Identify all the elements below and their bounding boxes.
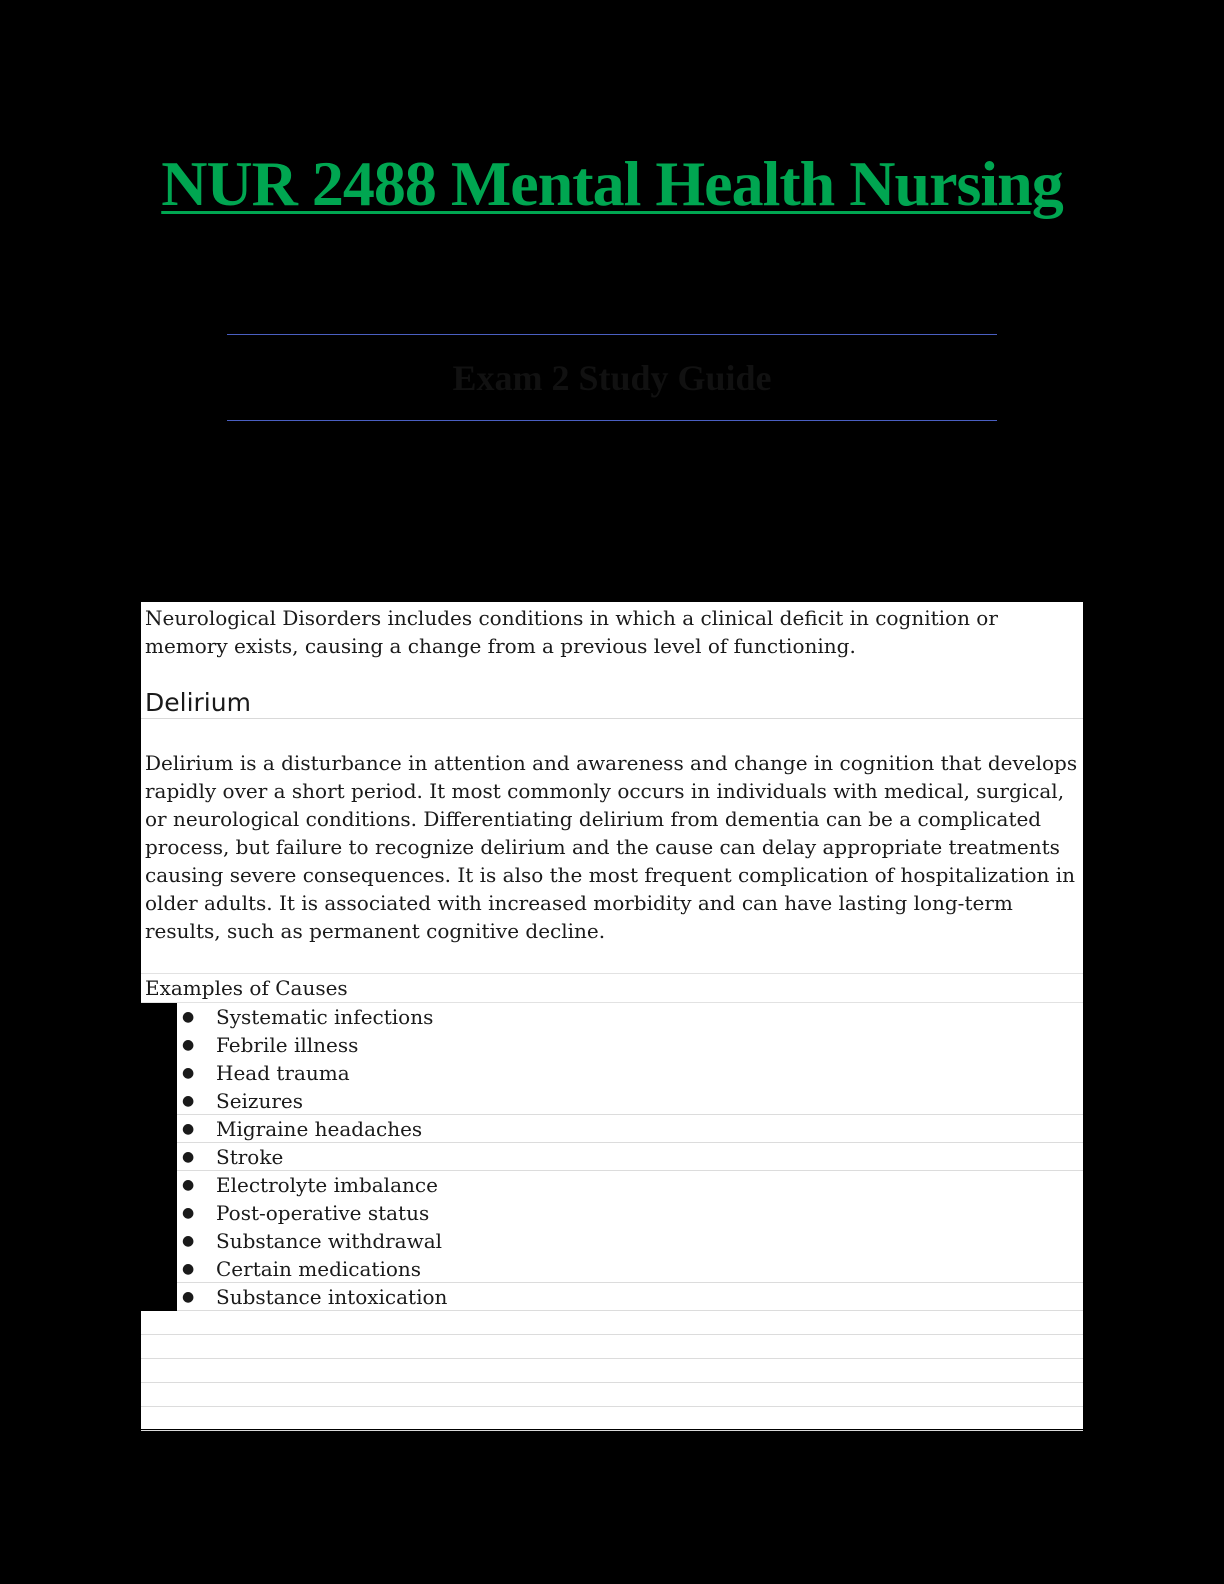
bottom-rule (227, 420, 997, 421)
causes-list (141, 1003, 1083, 1311)
content-panel (141, 602, 1083, 1429)
bullet-icon: ● (182, 1093, 195, 1109)
empty-row (141, 1335, 1083, 1359)
bullet-icon: ● (182, 1037, 195, 1053)
empty-row (141, 1311, 1083, 1335)
bullet-icon: ● (182, 1261, 195, 1277)
bullet-icon: ● (182, 1065, 195, 1081)
empty-row (141, 1407, 1083, 1431)
section-heading-delirium: Delirium (141, 688, 1083, 719)
list-item: ● Certain medications (177, 1255, 1083, 1283)
list-item: ● Substance intoxication (177, 1283, 1083, 1311)
list-item: ● Febrile illness (182, 1033, 359, 1057)
top-rule (227, 334, 997, 335)
empty-table-rows (141, 1311, 1083, 1431)
bullet-icon: ● (182, 1233, 195, 1249)
list-item: ● Post-operative status (182, 1201, 430, 1225)
examples-label: Examples of Causes (141, 973, 1083, 1003)
delirium-paragraph: Delirium is a disturbance in attention and awareness and change in cognition that develops rapidly over a short period. It most commonly occurs in individuals with medical, surgical, or neurological conditions. Differentiating delirium from dementia can be a complicated process, but failure to recognize delirium and the cause can delay appropriate treatments causing severe consequences. It is also the most frequent complication of hospitalization in older adults. It is associated with increased morbidity and can have lasting long-term results, such as permanent cognitive decline. (145, 751, 1078, 943)
bullet-icon: ● (182, 1009, 195, 1025)
list-item: ● Seizures (177, 1087, 1083, 1115)
list-item: ● Substance withdrawal (182, 1229, 443, 1253)
list-item: ● Migraine headaches (177, 1115, 1083, 1143)
bullet-icon: ● (182, 1177, 195, 1193)
list-item: ● Electrolyte imbalance (182, 1173, 438, 1197)
bullet-icon: ● (182, 1149, 195, 1165)
list-item: ● Systematic infections (182, 1005, 434, 1029)
document-subtitle: Exam 2 Study Guide (452, 358, 772, 398)
left-margin-strip (140, 1003, 177, 1311)
bullet-icon: ● (182, 1205, 195, 1221)
intro-paragraph: Neurological Disorders includes conditions in which a clinical deficit in cognition or memory exists, causing a change from a previous level of functioning. (145, 606, 998, 658)
causes-block (141, 1003, 1083, 1311)
bullet-icon: ● (182, 1289, 195, 1305)
list-item: ● Head trauma (182, 1061, 350, 1085)
bullet-icon: ● (182, 1121, 195, 1137)
empty-row (141, 1383, 1083, 1407)
empty-row (141, 1359, 1083, 1383)
list-item: ● Stroke (177, 1143, 1083, 1171)
document-title: NUR 2488 Mental Health Nursing (161, 148, 1063, 219)
